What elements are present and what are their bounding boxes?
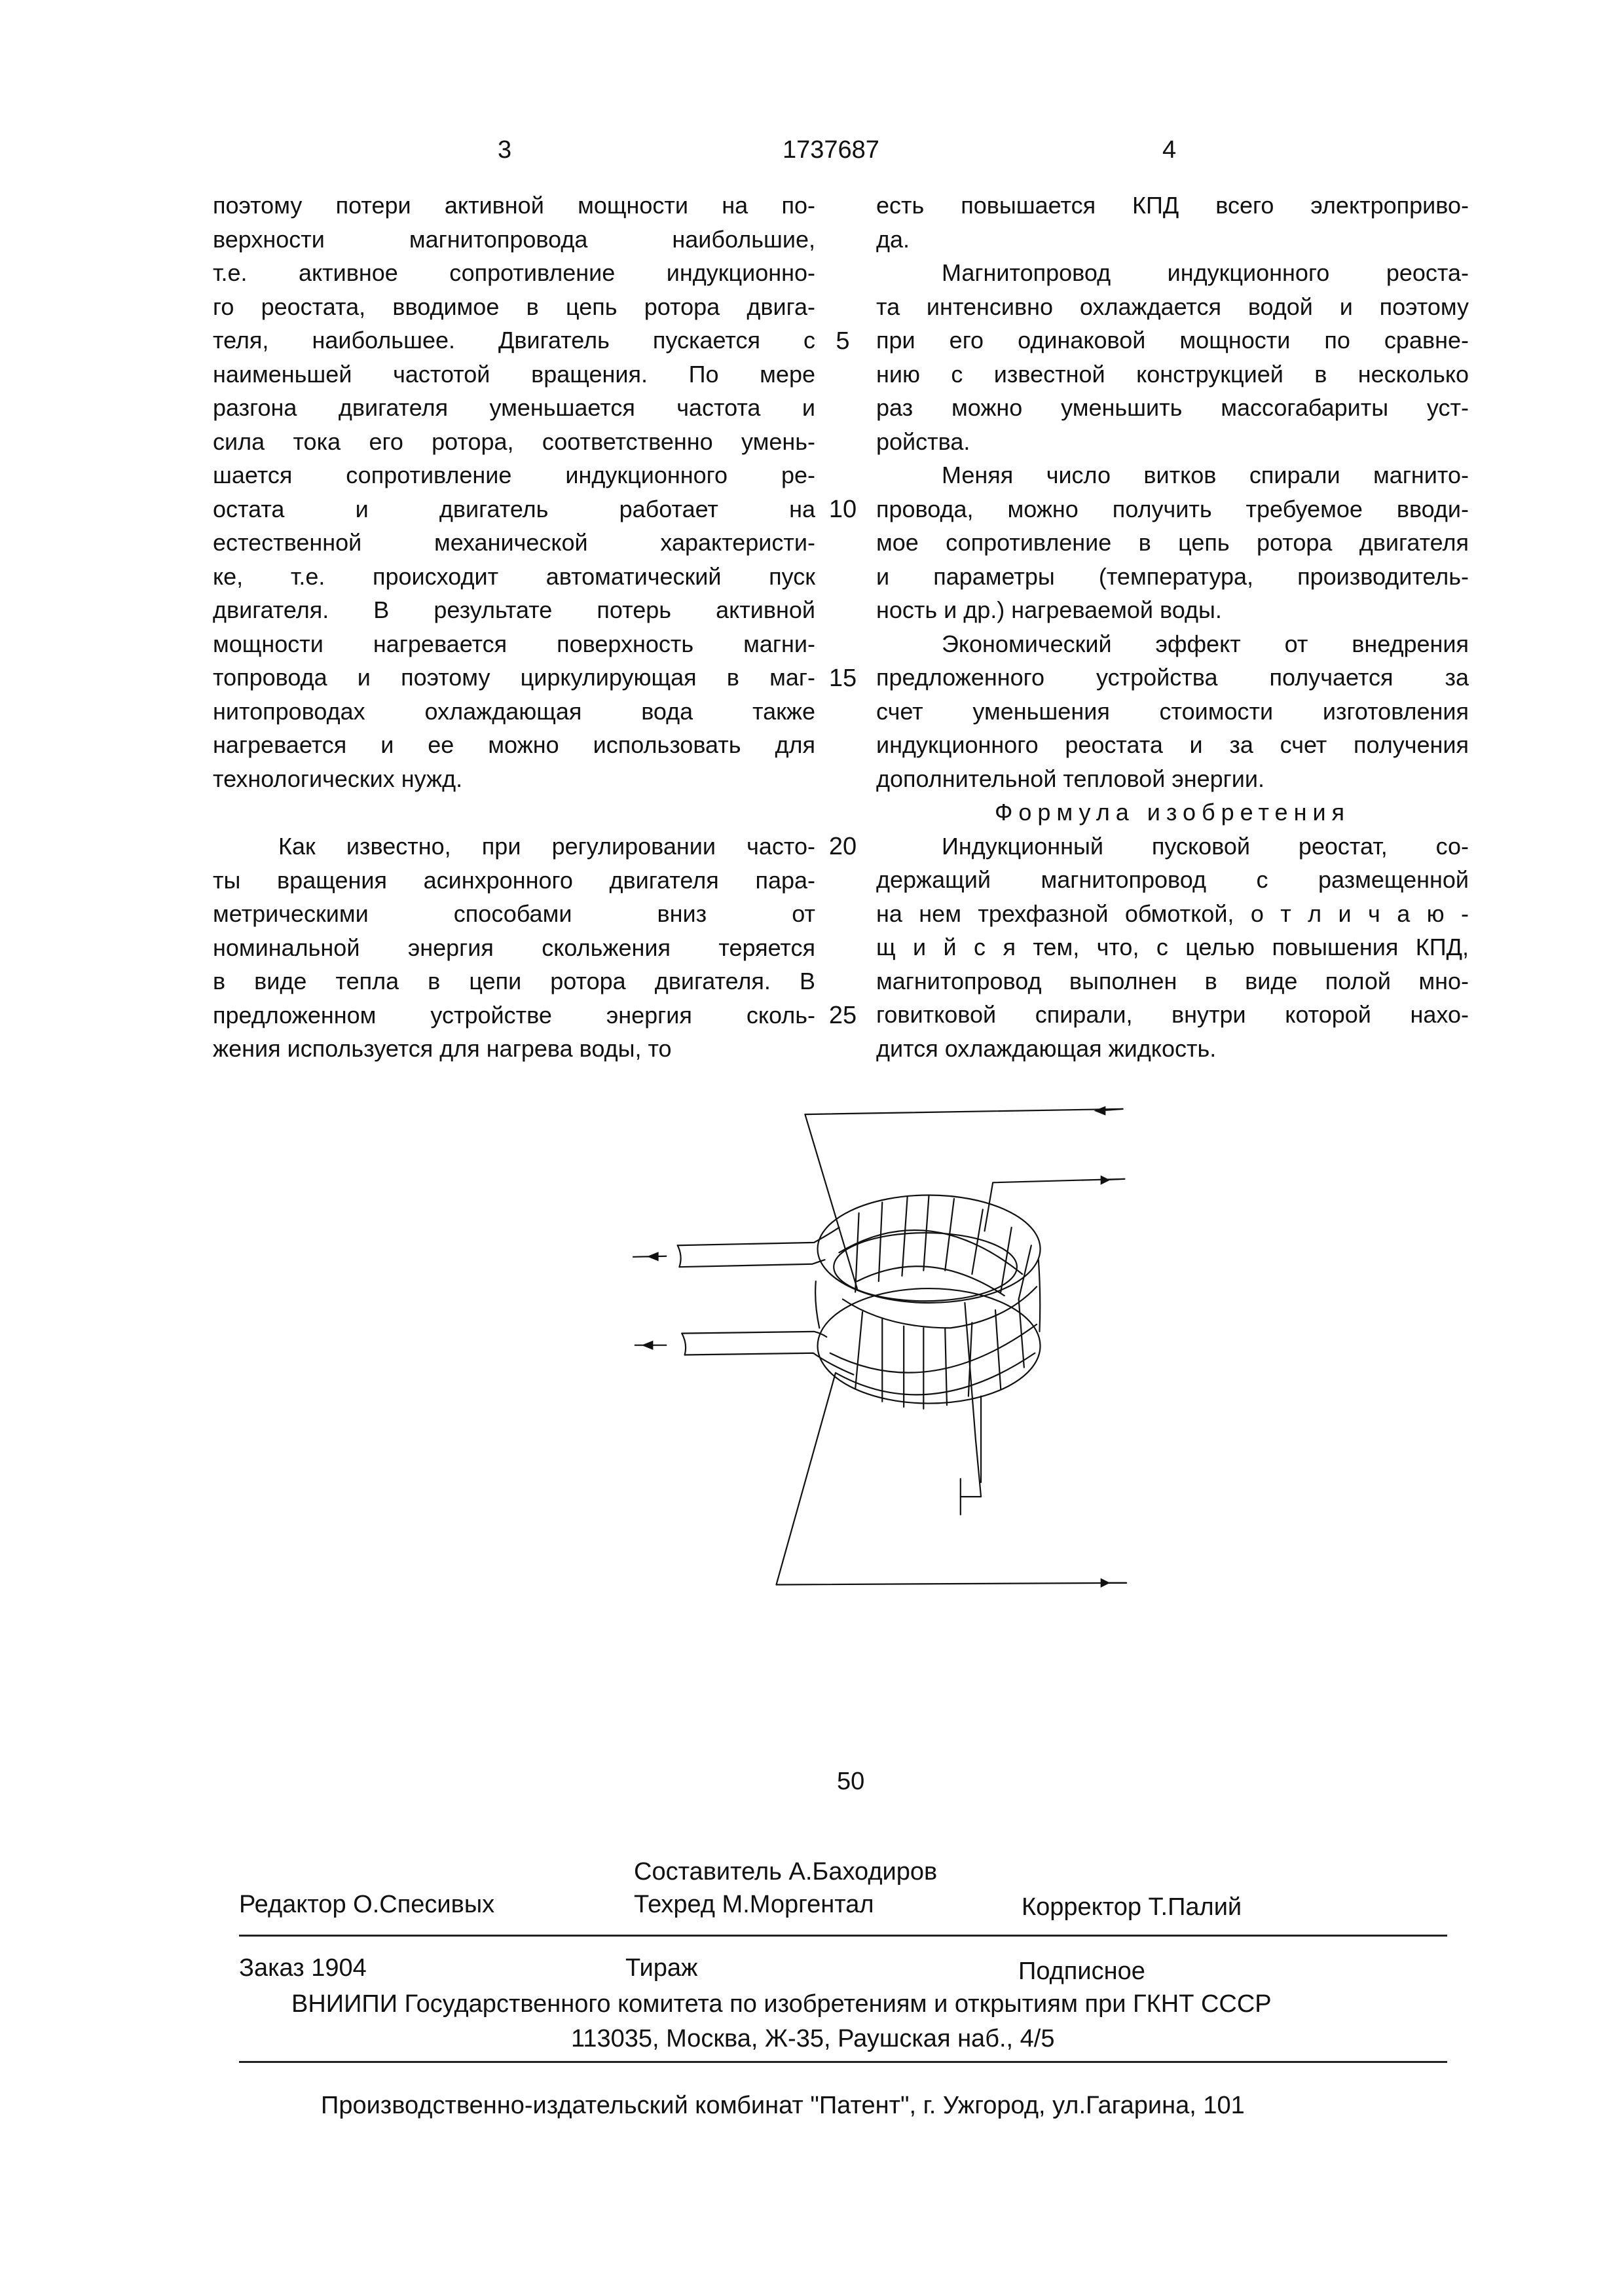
compiler: Составитель А.Баходиров	[634, 1858, 938, 1886]
line-number: 5	[836, 327, 850, 355]
text-line: естественной механической характеристи-	[213, 529, 815, 556]
text-line: дится охлаждающая жидкость.	[876, 1034, 1217, 1062]
text-line: го реостата, вводимое в цепь ротора двига-	[213, 293, 815, 320]
toroid-rheostat-figure	[491, 1080, 1277, 1637]
text-line: Как известно, при регулировании часто-	[278, 833, 815, 860]
text-line: ность и др.) нагреваемой воды.	[876, 596, 1222, 623]
line-number: 20	[828, 833, 857, 860]
text-line: нию с известной конструкцией в несколько	[876, 360, 1469, 388]
text-line: Индукционный пусковой реостат, со-	[942, 832, 1469, 860]
text-line: Магнитопровод индукционного реоста-	[942, 259, 1469, 286]
institute: ВНИИПИ Государственного комитета по изобретениям и открытиям при ГКНТ СССР	[291, 1990, 1272, 2018]
text-line: предложенном устройстве энергия сколь-	[213, 1001, 815, 1029]
order-number: Заказ 1904	[239, 1954, 367, 1982]
right-paragraph-4	[876, 627, 1469, 796]
right-column	[876, 189, 1469, 1065]
water-pipe-lower	[682, 1332, 853, 1375]
text-line: ты вращения асинхронного двигателя пара-	[213, 866, 815, 894]
text-line: та интенсивно охлаждается водой и поэтому	[876, 293, 1469, 320]
circulation: Тираж	[625, 1954, 698, 1982]
text-line: наименьшей частотой вращения. По мере	[213, 360, 815, 388]
text-line: индукционного реостата и за счет получения	[876, 731, 1469, 758]
text-line: при его одинаковой мощности по сравне-	[876, 327, 1469, 354]
water-pipe-upper	[678, 1228, 840, 1267]
left-paragraph-2	[213, 829, 815, 1066]
text-line: нитопроводах охлаждающая вода также	[213, 697, 815, 725]
line-number: 25	[828, 1002, 857, 1029]
left-paragraph-1	[213, 189, 815, 795]
text-line: метрическими способами вниз от	[213, 900, 815, 927]
text-line: поэтому потери активной мощности на по-	[213, 192, 815, 219]
text-line: топровода и поэтому циркулирующая в маг-	[213, 664, 815, 691]
text-line: ке, т.е. происходит автоматический пуск	[213, 562, 815, 590]
claims-heading: Формула изобретения	[994, 799, 1351, 826]
text-line: в виде тепла в цепи ротора двигателя. В	[213, 968, 815, 994]
toroid-bottom-outer	[818, 1288, 1041, 1403]
lead-wire-middle	[985, 1179, 1125, 1231]
right-paragraph-2	[876, 256, 1469, 458]
page-number-left: 3	[498, 136, 512, 164]
bottom-line-number: 50	[837, 1768, 865, 1795]
text-line: шается сопротивление индукционного ре-	[213, 462, 815, 488]
line-number: 15	[828, 665, 857, 692]
text-line: жения используется для нагрева воды, то	[213, 1035, 672, 1062]
lead-wire-top	[805, 1109, 1122, 1288]
text-line: разгона двигателя уменьшается частота и	[213, 394, 815, 421]
text-line: и параметры (температура, производитель-	[876, 562, 1469, 590]
corrector: Корректор Т.Палий	[1022, 1893, 1242, 1921]
text-line: мощности нагревается поверхность магни-	[213, 630, 815, 657]
arrow-left-icon	[635, 1341, 667, 1349]
address: 113035, Москва, Ж-35, Раушская наб., 4/5	[571, 2025, 1055, 2052]
text-line: Меняя число витков спирали магнито-	[942, 462, 1469, 488]
arrow-left-icon	[633, 1253, 667, 1260]
text-line: держащий магнитопровод с размещенной	[876, 866, 1469, 893]
page-number-right: 4	[1162, 136, 1177, 164]
divider	[239, 2061, 1447, 2063]
right-paragraph-1	[876, 189, 1469, 256]
text-line: Экономический эффект от внедрения	[942, 630, 1469, 657]
text-line: мое сопротивление в цепь ротора двигателя	[876, 529, 1469, 556]
line-number: 10	[828, 496, 857, 523]
arrow-right-icon	[1101, 1176, 1125, 1184]
arrow-right-icon	[1101, 1579, 1126, 1586]
text-line: номинальной энергия скольжения теряется	[213, 934, 815, 961]
left-column	[213, 189, 815, 1066]
text-line: раз можно уменьшить массогабариты уст-	[876, 394, 1469, 421]
arrow-left-icon	[1096, 1107, 1123, 1114]
text-line: есть повышается КПД всего электроприво-	[876, 192, 1469, 219]
text-line: ройства.	[876, 428, 970, 455]
text-line: магнитопровод выполнен в виде полой мно-	[876, 967, 1469, 994]
text-line: нагревается и ее можно использовать для	[213, 731, 815, 758]
text-line: на нем трехфазной обмоткой, о т л и ч а ю -	[876, 900, 1469, 927]
text-line: провода, можно получить требуемое вводи-	[876, 495, 1469, 522]
patent-number: 1737687	[783, 136, 879, 164]
text-line: щ и й с я тем, что, с целью повышения КПД,	[876, 934, 1469, 960]
subscription: Подписное	[1018, 1958, 1145, 1985]
divider	[239, 1935, 1447, 1937]
text-line: верхности магнитопровода наибольшие,	[213, 225, 815, 253]
lead-wire-bottom	[776, 1373, 1126, 1585]
editor: Редактор О.Спесивых	[239, 1891, 495, 1918]
publisher: Производственно-издательский комбинат "Патент", г. Ужгород, ул.Гагарина, 101	[321, 2092, 1245, 2119]
text-line: остата и двигатель работает на	[213, 495, 815, 522]
text-line: да.	[876, 225, 910, 253]
text-line: счет уменьшения стоимости изготовления	[876, 697, 1469, 725]
text-line: т.е. активное сопротивление индукционно-	[213, 259, 815, 286]
text-line: предложенного устройства получается за	[876, 664, 1469, 691]
text-line: дополнительной тепловой энергии.	[876, 765, 1264, 792]
text-line: технологических нужд.	[213, 765, 463, 792]
text-line: говитковой спирали, внутри которой нахо-	[876, 1001, 1469, 1028]
text-line: сила тока его ротора, соответственно умень-	[213, 428, 815, 455]
claims-paragraph	[876, 829, 1469, 1066]
techred: Техред М.Моргентал	[634, 1891, 874, 1918]
text-line: двигателя. В результате потерь активной	[213, 596, 815, 623]
right-paragraph-3	[876, 458, 1469, 627]
text-line: теля, наибольшее. Двигатель пускается с	[213, 327, 815, 354]
